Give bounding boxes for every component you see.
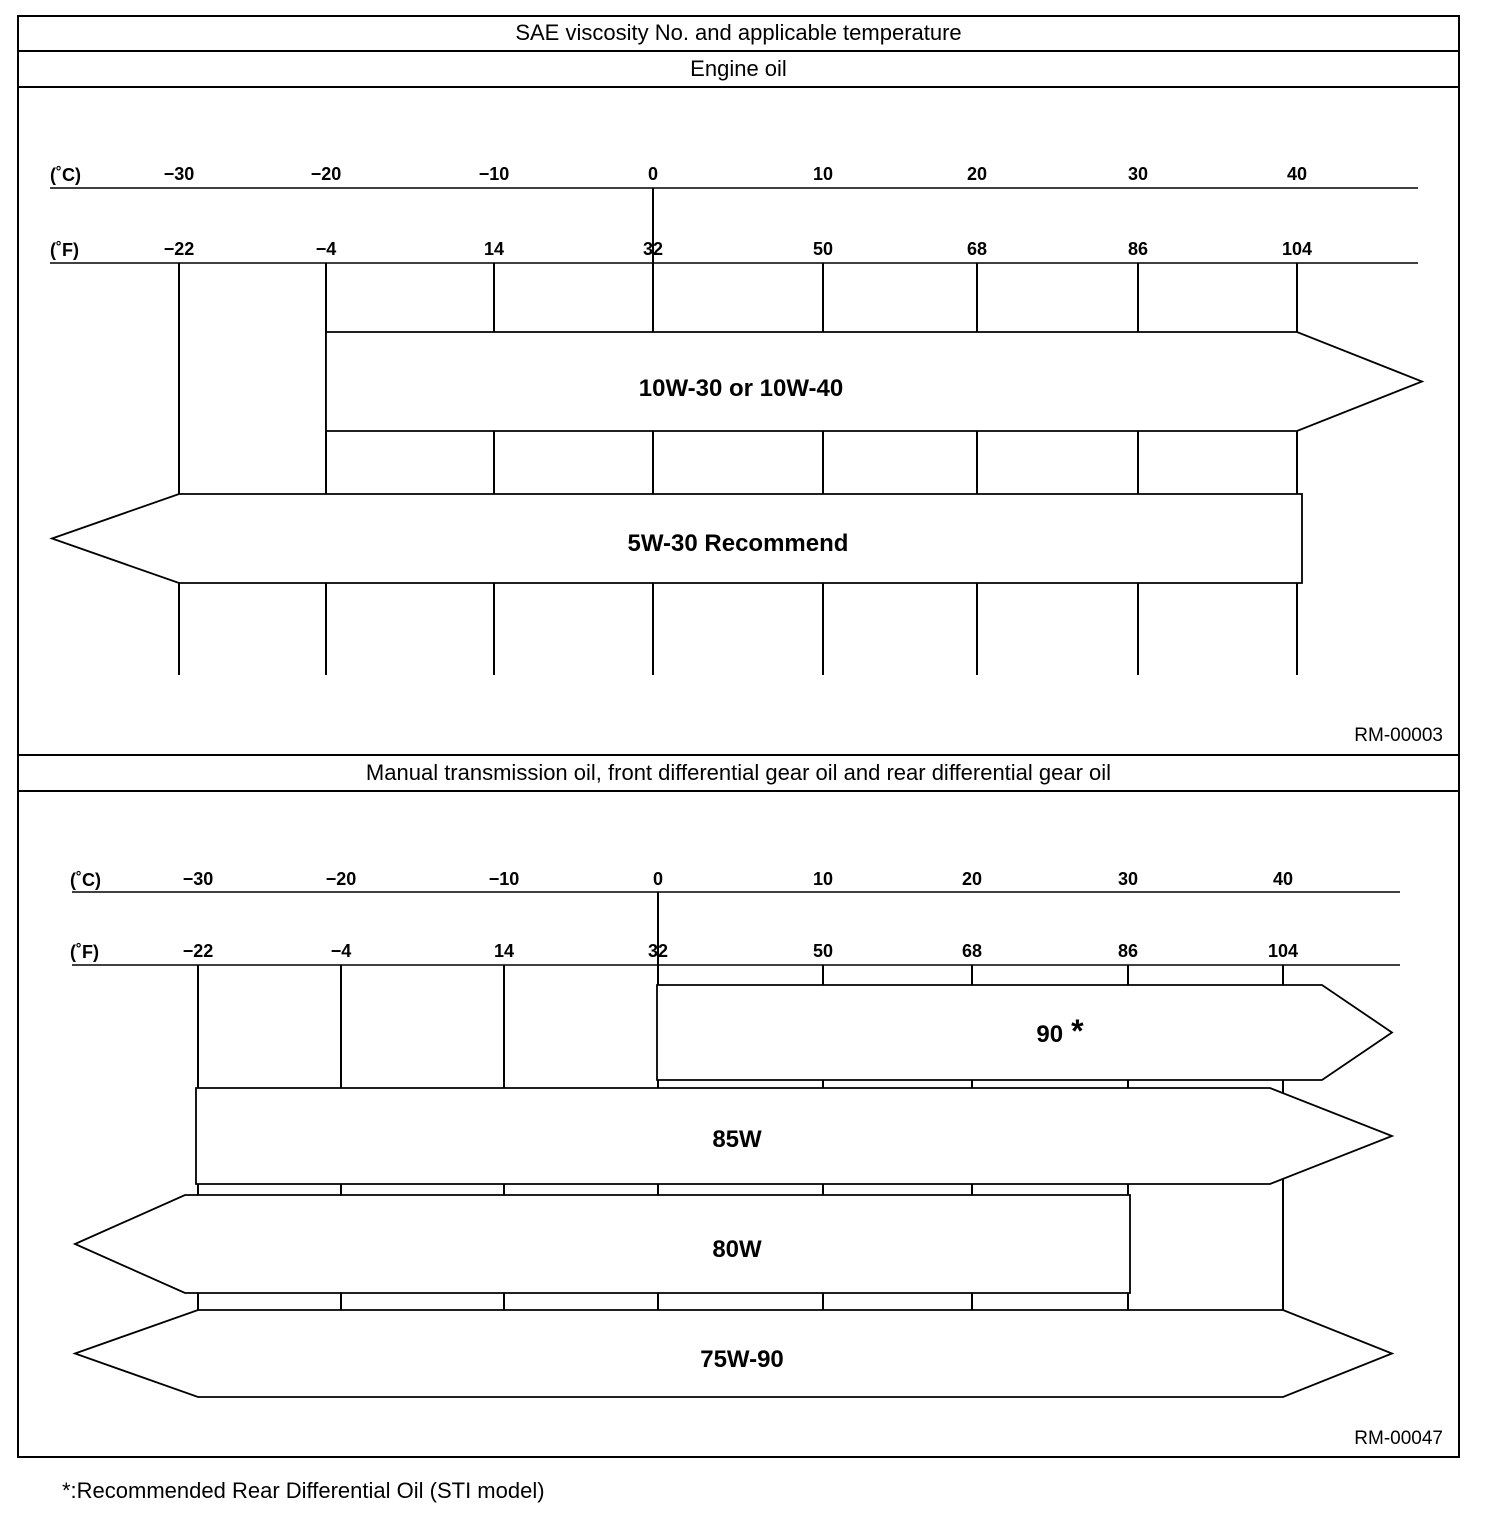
celsius-tick-label: −30 (163, 164, 195, 184)
viscosity-range-arrow (196, 1088, 1392, 1184)
fahrenheit-tick-label: 50 (812, 941, 834, 961)
celsius-tick-label: −10 (478, 164, 510, 184)
celsius-tick-label: 20 (961, 869, 983, 889)
viscosity-grade-name: 90 (1036, 1021, 1064, 1048)
celsius-tick-label: 30 (1127, 164, 1149, 184)
celsius-tick-label: −30 (182, 869, 214, 889)
fahrenheit-tick-label: −4 (315, 239, 337, 259)
fahrenheit-tick-label: 32 (647, 941, 669, 961)
fahrenheit-tick-label: 104 (1267, 941, 1299, 961)
engine-oil-chart (50, 164, 1443, 746)
fahrenheit-tick-label: 68 (966, 239, 988, 259)
figure-code: RM-00003 (1354, 725, 1443, 746)
fahrenheit-tick-label: 104 (1281, 239, 1313, 259)
fahrenheit-tick-label: −22 (182, 941, 214, 961)
fahrenheit-tick-label: 32 (642, 239, 664, 259)
celsius-tick-label: −10 (488, 869, 520, 889)
fahrenheit-tick-label: 86 (1117, 941, 1139, 961)
celsius-tick-label: 40 (1286, 164, 1308, 184)
viscosity-grade-name: 85W (712, 1126, 762, 1153)
engine-oil-section-title: Engine oil (17, 52, 1460, 88)
celsius-unit-label: (˚C) (70, 870, 101, 890)
fahrenheit-unit-label: (˚F) (50, 240, 79, 260)
fahrenheit-tick-label: 14 (493, 941, 515, 961)
figure-code: RM-00047 (1354, 1428, 1443, 1449)
viscosity-grade-label (700, 1346, 784, 1373)
celsius-unit-label: (˚C) (50, 165, 81, 185)
celsius-tick-label: 30 (1117, 869, 1139, 889)
transmission-oil-chart (70, 869, 1443, 1449)
celsius-tick-label: 20 (966, 164, 988, 184)
fahrenheit-unit-label: (˚F) (70, 942, 99, 962)
fahrenheit-tick-label: 14 (483, 239, 505, 259)
fahrenheit-tick-label: 86 (1127, 239, 1149, 259)
celsius-tick-label: 0 (652, 869, 664, 889)
celsius-tick-label: 0 (647, 164, 659, 184)
celsius-tick-label: 40 (1272, 869, 1294, 889)
page-title: SAE viscosity No. and applicable temperature (17, 15, 1460, 52)
fahrenheit-tick-label: −22 (163, 239, 195, 259)
viscosity-grade-name: 5W-30 Recommend (627, 530, 849, 557)
viscosity-range-arrow (326, 332, 1422, 431)
celsius-tick-label: 10 (812, 164, 834, 184)
footnote: *:Recommended Rear Differential Oil (STI model) (62, 1478, 545, 1503)
viscosity-grade-label (639, 375, 843, 402)
fahrenheit-tick-label: 50 (812, 239, 834, 259)
celsius-tick-label: −20 (310, 164, 342, 184)
transmission-oil-section-title: Manual transmission oil, front differential gear oil and rear differential gear oil (17, 754, 1460, 792)
viscosity-grade-name: 80W (712, 1236, 762, 1263)
viscosity-grade-label (712, 1126, 762, 1153)
viscosity-grade-label (628, 530, 849, 557)
fahrenheit-tick-label: 68 (961, 941, 983, 961)
viscosity-range-arrow (75, 1195, 1130, 1293)
viscosity-grade-name: 10W-30 or 10W-40 (638, 375, 844, 402)
fahrenheit-tick-label: −4 (330, 941, 352, 961)
celsius-tick-label: −20 (325, 869, 357, 889)
celsius-tick-label: 10 (812, 869, 834, 889)
viscosity-grade-name: 75W-90 (700, 1346, 784, 1373)
viscosity-range-arrow (657, 985, 1392, 1080)
footnote-asterisk: * (1071, 1013, 1084, 1049)
viscosity-grade-label (712, 1236, 762, 1263)
